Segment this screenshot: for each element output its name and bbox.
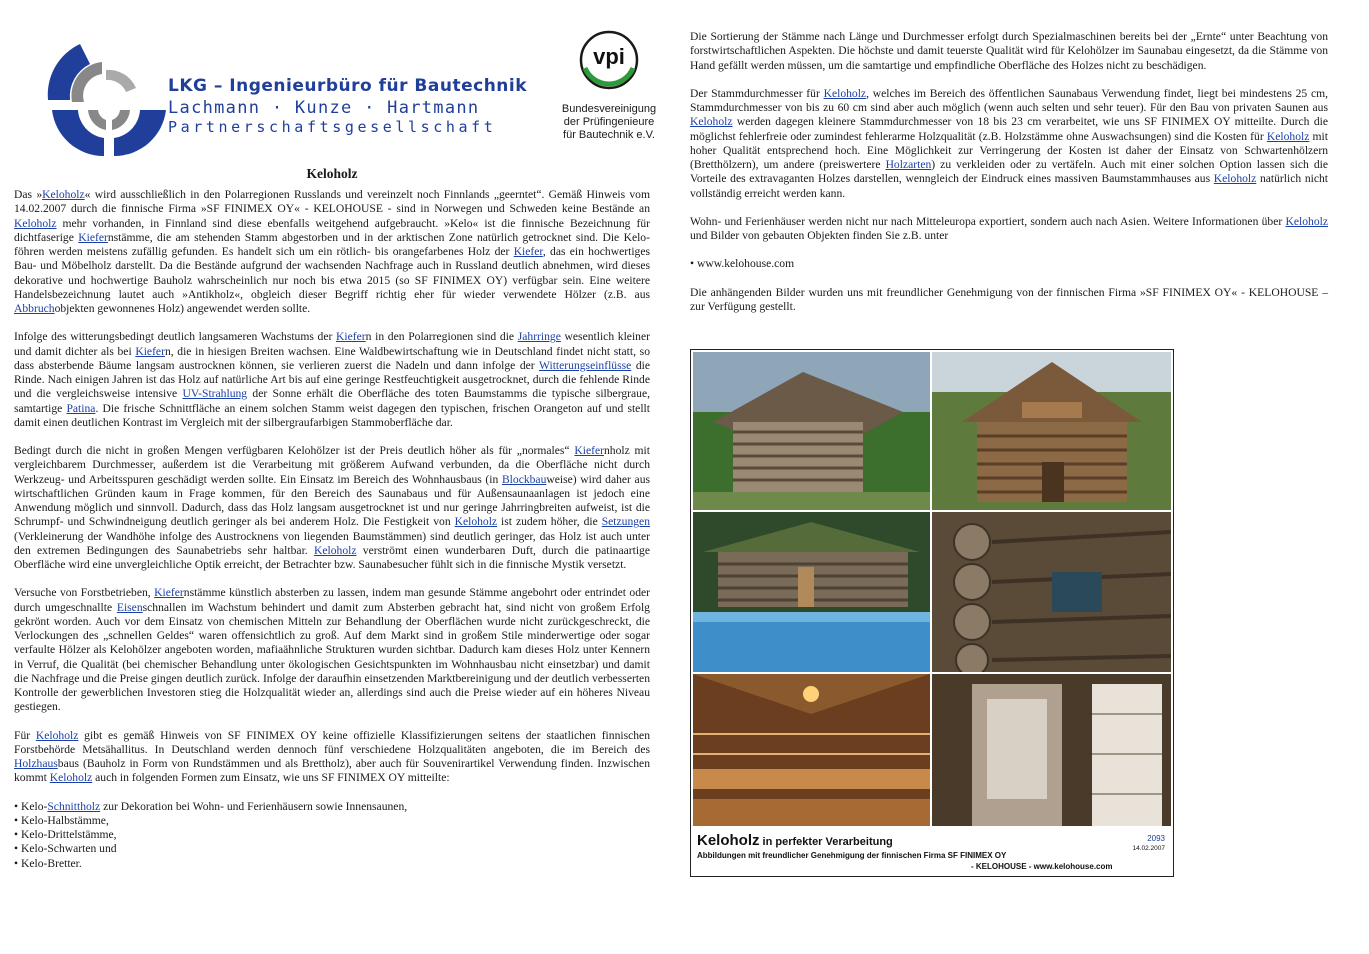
link-abbruch[interactable]: Abbruch (14, 302, 55, 315)
right-column (690, 30, 1328, 314)
photo-log-corner (932, 512, 1171, 672)
caption-website: - KELOHOUSE - www.kelohouse.com (971, 862, 1113, 871)
caption-date: 14.02.2007 (1132, 845, 1165, 852)
list-item: • Kelo-Schnittholz zur Dekoration bei Wohn- und Ferienhäusern sowie Innensaunen, (14, 799, 408, 813)
caption-title: Keloholz in perfekter Verarbeitung (697, 832, 893, 849)
kelo-forms-list (14, 800, 650, 871)
link-keloholz[interactable]: Keloholz (49, 771, 93, 785)
link-eisen[interactable]: Eisen (116, 600, 143, 614)
paragraph-export: Wohn- und Ferienhäuser werden nicht nur nach Mitteleuropa exportiert, sondern auch nach Asien. Weitere Informationen über Keloholz und Bilder von gebauten Objekten finden Sie z.B. unter (690, 214, 1328, 242)
letterhead (14, 22, 657, 162)
link-setzungen[interactable]: Setzungen (601, 515, 650, 529)
firm-name (168, 76, 527, 136)
link-keloholz[interactable]: Keloholz (313, 543, 357, 557)
link-keloholz[interactable]: Keloholz (1285, 214, 1328, 228)
link-blockbau[interactable]: Blockbau (501, 472, 547, 486)
vpi-line-1: Bundesvereinigung (561, 103, 657, 115)
paragraph-price: Bedingt durch die nicht in großen Mengen verfügbaren Kelohölzer ist der Preis deutlich höher als für „normales“ Kiefernholz mit vergleichbarem Durchmesser, außerdem ist die Verarbeitung mit größerem Aufwand verbunden, da die Oberfläche nicht durch Werkzeug- und Arbeitsspuren geschädigt werden sollte. Ein Einsatz im Bereich des Wohnhausbaus (in Blockbauweise) wird daher aus wirtschaftlichen Gründen kaum in Frage kommen, für den Bereich des Saunabaus und für Außensaunaanlagen ist jedoch eine Anwendung möglich und sinnvoll. Dadurch, dass das Holz langsam ausgetrocknet ist und nur geringe Jahrringbreiten aufweist, ist die Schrumpf- und Schwindneigung deutlich geringer als bei anderem Holz. Die Festigkeit von Keloholz ist zudem höher, die Setzungen (Verkleinerung der Wandhöhe infolge des Austrocknens von liegenden Baumstämmen) sind deutlich geringer, das Holz ist auch unter den extremen Bedingungen des Saunabetriebs sehr haltbar. Keloholz verströmt einen wunderbaren Duft, durch die patinaartige Oberfläche wird eine unvergleichliche Optik erreicht, der Betrachter bzw. Saunabesucher fühlt sich in die finnische Mystik versetzt. (14, 444, 651, 571)
link-kiefer[interactable]: Kiefer (336, 330, 366, 344)
vpi-logo-text: vpi (593, 44, 625, 69)
paragraph-intro: Das »Keloholz« wird ausschließlich in den Polarregionen Russlands und vereinzelt noch Finnlands „geerntet“. Gemäß Hinweis vom 14.02.2007 durch die finnische Firma »SF FINIMEX OY« - KELOHOUSE - sind in Norwegen und Schweden keine Bestände an Keloholz mehr vorhanden, in Finnland sind diese ebenfalls weitgehend aufgebraucht. »Kelo« ist die finnische Bezeichnung für dichtfaserige Kiefernstämme, die am stehenden Stamm abgestorben und in der arktischen Zone natürlich getrocknet sind. Die Keloföhren werden meistens zufällig gefunden. Es handelt sich um ein rötlich- bis orangefarbenes Holz der Kiefer, das ein hochwertiges Bau- und Möbelholz darstellt. Da die Bestände aufgrund der wachsenden Nachfrage auch in Russland deutlich abnehmen, wird dieses dekorative und hochwertige Bauholz wahrscheinlich nur noch bis etwa 2015 (so SF FINIMEX OY) verfügbar sein. Eine weitere Handelsbezeichnung lautet auch »Antikholz«, obgleich dieser Begriff richtig eher für wieder verwendete Hölzer (z.B. aus Abbruchobjekten gewonnenes Holz) angewendet werden sollte. (14, 188, 650, 315)
vpi-block (554, 28, 664, 142)
link-holzarten[interactable]: Holzarten (885, 158, 932, 171)
link-keloholz[interactable]: Keloholz (1213, 172, 1257, 186)
paragraph-diameter: Der Stammdurchmesser für Keloholz, welches im Bereich des öffentlichen Saunabaus Verwendung findet, liegt bei mindestens 25 cm, Stammdurchmesser von bis zu 60 cm sind aber auch möglich (wenn auch selten und sehr teuer). Für den Bau von privaten Saunen aus Keloholz werden dagegen kleinere Stammdurchmesser von 18 bis 23 cm verarbeitet, wie uns SF FINIMEX OY mitteilte. Durch die möglichst fehlerfreie oder zumindest fehlerarme Holzqualität (z.B. Holzstämme ohne Auswachsungen) sind die Kosten für Keloholz mit hoher Qualität entsprechend hoch. Eine Möglichkeit zur Verringerung der Kosten ist daher der Einsatz von Schwartenhölzern (Bretthölzern), um andere (preiswertere Holzarten) zu verkleiden oder zu vertäfeln. Auch mit einer solchen Option lassen sich die Vorteile des extravaganten Holzes darstellen, wenngleich der Eindruck eines massiven Baumstammhauses aus Keloholz natürlich nicht vollständig erreicht werden kann. (690, 86, 1329, 200)
photo-log-cabin (693, 352, 930, 510)
photo-sauna-door (932, 674, 1171, 826)
link-jahrringe[interactable]: Jahrringe (517, 330, 561, 344)
list-item: • Kelo-Bretter. (14, 856, 82, 870)
firm-line-1: LKG – Ingenieurbüro für Bautechnik (168, 76, 528, 96)
photo-sauna-interior (693, 674, 930, 826)
list-item: • Kelo-Schwarten und (14, 842, 117, 856)
vpi-line-2: der Prüfingenieure (563, 116, 655, 128)
link-kiefer[interactable]: Kiefer (135, 344, 165, 358)
page-title: Keloholz (306, 166, 358, 181)
link-keloholz[interactable]: Keloholz (823, 86, 867, 100)
link-kiefer[interactable]: Kiefer (154, 586, 184, 600)
link-uv-strahlung[interactable]: UV-Strahlung (182, 387, 248, 401)
paragraph-classification: Für Keloholz gibt es gemäß Hinweis von SF FINIMEX OY keine offizielle Klassifizierungen seitens der staatlichen finnischen Forstbehörde Metsähallitus. In Deutschland werden dennoch fünf verschiedene Holzqualitäten angeboten, die im Bereich des Holzhausbaus (Bauholz in Form von Rundstämmen und als Brettholz), aber auch für Souvenirartikel Verwendung finden. Inzwischen kommt Keloholz auch in folgenden Formen zum Einsatz, wie uns SF FINIMEX OY mitteilte: (14, 728, 650, 785)
link-keloholz[interactable]: Keloholz (690, 115, 733, 129)
link-keloholz[interactable]: Keloholz (1266, 129, 1310, 143)
paragraph-sorting: Die Sortierung der Stämme nach Länge und Durchmesser erfolgt durch Spezialmaschinen bereits bei der „Ernte“ unter Beachtung von forstwirtschaftlichen Aspekten. Die höchste und damit teuerste Qualität wird für Kelohölzer im Saunabau eingesetzt, da die Stämme von Hand gefällt werden müssen, um die samtartige und empfindliche Oberfläche des Holzes nicht zu beschädigen. (690, 30, 1328, 72)
link-kiefer[interactable]: Kiefer (574, 444, 604, 457)
link-kiefer[interactable]: Kiefer (78, 230, 108, 244)
link-schnittholz[interactable]: Schnittholz (47, 799, 101, 813)
collage-caption (691, 828, 1173, 876)
link-holzhaus[interactable]: Holzhaus (14, 757, 58, 770)
paragraph-image-credit: Die anhängenden Bilder wurden uns mit freundlicher Genehmigung von der finnischen Firma »SF FINIMEX OY« - KELOHOUSE – zur Verfügung gestellt. (690, 285, 1328, 313)
link-keloholz[interactable]: Keloholz (14, 216, 57, 230)
firm-line-2: Lachmann · Kunze · Hartmann (168, 98, 480, 118)
link-patina[interactable]: Patina (66, 401, 96, 415)
vpi-line-3: für Bautechnik e.V. (563, 129, 655, 141)
paragraph-forestry: Versuche von Forstbetrieben, Kiefernstämme künstlich absterben zu lassen, indem man gesunde Stämme angebohrt oder entrindet oder durch umgeschnallte Eisenschnallen im Wachstum behindert und damit zum Absterben gebracht hat, sind nicht von großem Erfolg gekrönt worden. Auch vor dem Einsatz von chemischen Mitteln zur Behandlung der Oberflächen wurde nicht zurückgeschreckt, die Verlockungen des „schnellen Geldes“ waren offensichtlich zu groß. Auf dem Markt sind in großem Stile minderwertige oder sogar verfaulte Hölzer als Kelohölzer angeboten worden, mafiaähnliche Strukturen wurden sichtbar. Dadurch kam dieses Holz unter Kennern in Verruf, die Qualität (bei chemischer Behandlung unter ökologischen Gesichtspunkten im Wohnhausbau nicht einsetzbar) und damit die Nachfrage und die Preise gingen deutlich zurück. Infolge der daraufhin einsetzenden Marktbereinigung und der deutlich verbesserten Kontrolle der gewerblichen Investoren stieg die Holzqualität wieder an, allerdings sind auch die Preise wieder auf ein höheres Niveau gestiegen. (14, 586, 651, 714)
link-kiefer[interactable]: Kiefer (513, 245, 543, 258)
vpi-logo-icon (577, 28, 641, 92)
caption-credit: Abbildungen mit freundlicher Genehmigung der finnischen Firma SF FINIMEX OY (697, 851, 1007, 860)
photo-pool-sauna (693, 512, 930, 672)
lkg-logo-icon (44, 40, 168, 160)
list-item: • Kelo-Drittelstämme, (14, 828, 117, 841)
photo-collage (690, 349, 1174, 877)
photo-log-house (932, 352, 1171, 510)
paragraph-growth: Infolge des witterungsbedingt deutlich langsameren Wachstums der Kiefern in den Polarregionen sind die Jahrringe wesentlich kleiner und damit dichter als bei Kiefern, die in hiesigen Breiten wachsen. Eine Waldbewirtschaftung wie in Deutschland findet nicht statt, so dass absterbende Bäume langsam austrocknen können, sie verlieren zuerst die Nadeln und dann infolge der Witterungseinflüsse die Rinde. Nach einigen Jahren ist das Holz auf natürliche Art bis auf eine geringe Restfeuchtigkeit ausgetrocknet, durch die fehlende Rinde und die vergleichsweise intensive UV-Strahlung der Sonne erhält die Oberfläche des toten Baumstamms die typische silbergraue, samtartige Patina. Die frische Schnittfläche an einem solchen Stamm weist dagegen den typischen, frischen Orangeton auf und stellt damit einen deutlichen Kontrast im Vergleich mit der silbergraufarbigen Stammoberfläche dar. (14, 330, 651, 429)
link-keloholz[interactable]: Keloholz (42, 188, 85, 201)
caption-subtitle: in perfekter Verarbeitung (759, 836, 893, 848)
list-item: • Kelo-Halbstämme, (14, 813, 109, 827)
link-witterungseinfluesse[interactable]: Witterungseinflüsse (539, 358, 632, 372)
caption-number: 2093 (1147, 834, 1165, 843)
link-keloholz[interactable]: Keloholz (454, 515, 498, 529)
website-bullet: • www.kelohouse.com (690, 257, 795, 271)
link-keloholz[interactable]: Keloholz (35, 728, 79, 742)
firm-line-3: Partnerschaftsgesellschaft (168, 118, 497, 136)
left-column (14, 22, 657, 871)
